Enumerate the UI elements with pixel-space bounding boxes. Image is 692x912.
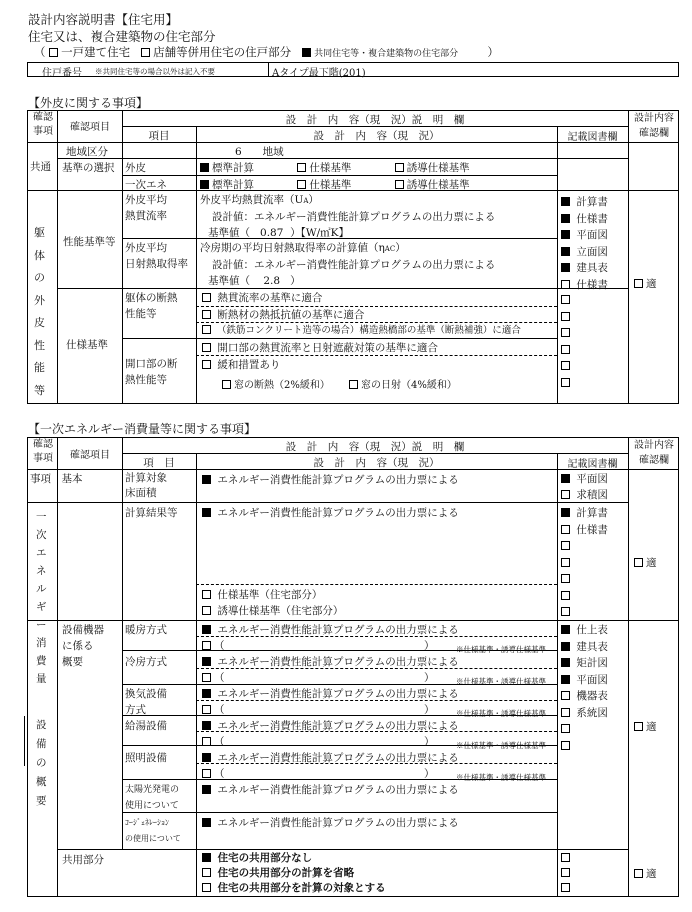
checkbox-equipment-prog[interactable] (202, 785, 211, 794)
equipment-group: 設備機器 に係る 概要 (62, 624, 104, 668)
doc-item (561, 622, 608, 639)
doc-checkbox[interactable] (561, 247, 570, 256)
checkbox-doc-empty[interactable] (561, 295, 570, 304)
doc-checkbox[interactable] (561, 490, 570, 499)
checkbox-equipment-prog[interactable] (202, 753, 211, 762)
equipment-spec-paren: （ ） (214, 672, 435, 684)
label-common: 共通 (30, 161, 51, 173)
unit-number-value: Aタイプ最下階(201) (272, 68, 366, 79)
label-envelope: 外皮 (125, 162, 146, 174)
header-docs: 記載図書欄 (567, 132, 618, 143)
checkbox-doc-empty[interactable] (561, 591, 570, 600)
checkbox-ins-1[interactable] (202, 293, 211, 302)
equipment-program-line (202, 718, 459, 733)
equipment-program-line (202, 782, 459, 797)
checkbox-equipment-spec[interactable] (202, 769, 211, 778)
equipment-spec-note: ※仕様基準・誘導仕様基準 (456, 741, 546, 750)
equipment-spec-note: ※仕様基準・誘導仕様基準 (456, 773, 546, 782)
checkbox-no-common[interactable] (202, 853, 211, 862)
common-options: 住宅の共用部分なし 住宅の共用部分の計算を省略 住宅の共用部分を計算の対象とする (202, 851, 386, 896)
equipment-program-line (202, 654, 459, 669)
doc-checkbox[interactable] (561, 508, 570, 517)
checkbox-spec-std[interactable] (202, 590, 211, 599)
checkbox-doc-empty[interactable] (561, 741, 570, 750)
common-docs (561, 851, 573, 896)
eta-value: 2.8 (263, 275, 281, 287)
opening-item: 開口部の断 熱性能等 (125, 358, 178, 386)
checkbox-equipment-prog[interactable] (202, 721, 211, 730)
checkbox-equipment-spec[interactable] (202, 641, 211, 650)
doc-item (561, 194, 608, 211)
calc-design: エネルギー消費性能計算プログラムの出力票による (202, 505, 459, 520)
checkbox-doc-empty[interactable] (561, 328, 570, 337)
checkbox-equipment-prog[interactable] (202, 818, 211, 827)
checkbox-window-solar[interactable] (349, 380, 358, 389)
doc-label: 求積図 (573, 489, 608, 501)
option-store-combined: 店舗等併用住宅の住戸部分 (153, 45, 292, 59)
doc-checkbox[interactable] (561, 263, 570, 272)
header2-confirm-item: 確認項目 (70, 450, 110, 461)
header2-design-column: 設 計 内 容（現 況）説 明 欄 (285, 441, 465, 453)
header2-item: 項 目 (143, 457, 175, 469)
header-confirm: 設計内容確認欄 (634, 113, 674, 139)
checkbox-open-2[interactable] (202, 360, 211, 369)
checkbox-store-combined[interactable] (141, 48, 150, 57)
equipment-program-text: エネルギー消費性能計算プログラムの出力票による (214, 624, 459, 636)
water-heater-item: 給湯設備 (125, 720, 167, 732)
doc-label: 計算書 (573, 196, 608, 208)
header-design-column: 設 計 内 容（現 況）説 明 欄 (285, 114, 465, 126)
checkbox-equipment-prog[interactable] (202, 657, 211, 666)
label-spec-std: 仕様基準 (66, 339, 108, 351)
heating-item: 暖房方式 (125, 624, 167, 636)
doc-label: 仕上表 (573, 624, 608, 636)
doc-checkbox[interactable] (561, 675, 570, 684)
label-region: 地域区分 (66, 146, 108, 158)
checkbox-equipment-prog[interactable] (202, 689, 211, 698)
checkbox-doc-empty[interactable] (561, 868, 570, 877)
cooling-item: 冷房方式 (125, 656, 167, 668)
label-envelope-performance: 躯体の外皮性能等 (34, 226, 45, 397)
doc-label: 計算書 (573, 507, 608, 519)
solar-item: 太陽光発電の 使用について (125, 785, 180, 811)
equipment-spec-paren: （ ） (214, 736, 435, 748)
doc-label: 仕様書 (573, 523, 608, 536)
checkbox-doc-empty[interactable] (561, 724, 570, 733)
equipment-program-text: エネルギー消費性能計算プログラムの出力票による (214, 688, 459, 700)
doc-checkbox[interactable] (561, 658, 570, 667)
doc-checkbox[interactable] (561, 474, 570, 483)
checkbox-doc-empty[interactable] (561, 607, 570, 616)
energy-std-options: 標準計算 仕様基準 誘導仕様基準 (200, 177, 470, 192)
label-perf-std: 性能基準等 (63, 236, 116, 248)
checkbox-detached[interactable] (49, 48, 58, 57)
checkbox-guide-spec-std[interactable] (202, 606, 211, 615)
checkbox-doc-empty[interactable] (561, 574, 570, 583)
header-confirm-item: 確認項目 (70, 122, 110, 133)
doc-title: 設計内容説明書【住宅用】 (28, 12, 179, 27)
header2-docs: 記載図書欄 (567, 459, 618, 470)
doc-item (561, 688, 608, 705)
option-apartment: 共同住宅等・複合建築物の住宅部分 (314, 49, 459, 59)
equipment-program-text: エネルギー消費性能計算プログラムの出力票による (214, 752, 459, 764)
checkbox-doc-empty[interactable] (561, 883, 570, 892)
equipment-spec-line (202, 734, 435, 749)
area-design: エネルギー消費性能計算プログラムの出力票による (202, 472, 459, 487)
equipment-spec-line (202, 766, 435, 781)
label-equipment-overview: 設備の概要 (36, 719, 47, 807)
checkbox-equipment-spec[interactable] (202, 737, 211, 746)
unit-number-label: 住戸番号 (42, 68, 82, 79)
checkbox-doc-empty[interactable] (561, 853, 570, 862)
equipment-spec-paren: （ ） (214, 640, 435, 652)
ventilation-item: 換気設備 方式 (125, 688, 167, 716)
doc-checkbox[interactable] (561, 691, 570, 700)
doc-label: 平面図 (573, 229, 608, 241)
equipment-program-line (202, 686, 459, 701)
envelope-confirm: 適 (634, 276, 657, 291)
common-parts-item: 共用部分 (62, 854, 104, 866)
equipment-spec-note: ※仕様基準・誘導仕様基準 (456, 677, 546, 686)
doc-label: 建具表 (573, 640, 608, 653)
equipment-spec-line (202, 670, 435, 685)
equipment-program-text: エネルギー消費性能計算プログラムの出力票による (214, 720, 459, 732)
checkbox-doc-empty[interactable] (561, 361, 570, 370)
checkbox-equipment-prog[interactable] (202, 625, 211, 634)
checkbox-open-1[interactable] (202, 343, 211, 352)
doc-label: 機器表 (573, 690, 608, 702)
lighting-item: 照明設備 (125, 752, 167, 764)
doc-label: 系統図 (573, 706, 608, 719)
doc-item (561, 639, 608, 656)
calc-docs (561, 505, 608, 621)
label-basic-items: 事項 基本 (30, 473, 83, 485)
doc-item (561, 522, 608, 539)
checkbox-equipment-ok[interactable] (634, 722, 643, 731)
unit-number-note: ※共同住宅等の場合以外は記入不要 (95, 67, 215, 76)
equipment-spec-line (202, 702, 435, 717)
doc-item (561, 705, 608, 722)
envelope-docs-empty (561, 292, 573, 391)
equipment-docs (561, 622, 608, 754)
checkbox-energy-spec[interactable] (297, 180, 306, 189)
area-item: 計算対象 床面積 (125, 472, 167, 499)
equipment-spec-line (202, 638, 435, 653)
eta-item: 外皮平均 日射熱取得率 (125, 242, 188, 270)
doc-item (561, 244, 608, 261)
equipment-program-line (202, 622, 459, 637)
equipment-program-text: エネルギー消費性能計算プログラムの出力票による (214, 784, 459, 796)
equipment-spec-paren: （ ） (214, 704, 435, 716)
envelope-std-options: 標準計算 仕様基準 誘導仕様基準 (200, 160, 470, 175)
equipment-program-line (202, 815, 459, 830)
doc-item (561, 211, 608, 228)
doc-label: 建具表 (573, 262, 608, 274)
header2-design: 設 計 内 容（現 況） (313, 457, 440, 469)
equipment-spec-note: ※仕様基準・誘導仕様基準 (456, 709, 546, 718)
header-check-item: 確認事項 (33, 112, 53, 137)
checkbox-area-prog[interactable] (202, 475, 211, 484)
checkbox-doc-empty[interactable] (561, 541, 570, 550)
common-confirm: 適 (634, 866, 657, 881)
checkbox-energy-ok[interactable] (634, 558, 643, 567)
header2-confirm: 設計内容確認欄 (634, 440, 674, 466)
doc-checkbox[interactable] (561, 625, 570, 634)
ua-item: 外皮平均 熱貫流率 (125, 194, 167, 222)
equipment-program-text: エネルギー消費性能計算プログラムの出力票による (214, 817, 459, 829)
doc-label: 矩計図 (573, 657, 608, 669)
doc-label: 仕様書 (573, 212, 608, 225)
checkbox-energy-std-calc[interactable] (200, 180, 209, 189)
doc-label: 立面図 (573, 245, 608, 258)
area-docs (561, 471, 608, 503)
doc-item (561, 655, 608, 672)
checkbox-doc-empty[interactable] (561, 558, 570, 567)
doc-checkbox[interactable] (561, 214, 570, 223)
ua-value: 0.87 (260, 227, 284, 239)
checkbox-envelope-ok[interactable] (634, 279, 643, 288)
doc-label: 平面図 (573, 673, 608, 686)
doc-checkbox[interactable] (561, 525, 570, 534)
checkbox-window-ins[interactable] (222, 380, 231, 389)
doc-label: 平面図 (573, 473, 608, 485)
section-envelope-heading: 【外皮に関する事項】 (28, 96, 149, 110)
doc-item (561, 471, 608, 487)
checkbox-energy-guide-spec[interactable] (395, 180, 404, 189)
label-primary-energy-consumption: 一次エネルギー消費量 (36, 511, 47, 685)
checkbox-env-spec[interactable] (297, 163, 306, 172)
equipment-program-line (202, 750, 459, 765)
header-design: 設 計 内 容（現 況） (313, 130, 440, 142)
doc-item (561, 260, 608, 277)
checkbox-ins-2[interactable] (202, 310, 211, 319)
doc-checkbox[interactable] (561, 197, 570, 206)
doc-item (561, 227, 608, 244)
header-item: 項目 (148, 130, 170, 142)
checkbox-equipment-spec[interactable] (202, 705, 211, 714)
calc-item: 計算結果等 (125, 507, 178, 519)
doc-checkbox[interactable] (561, 708, 570, 717)
energy-confirm: 適 (634, 555, 657, 570)
spec-options: 仕様基準（住宅部分） 誘導仕様基準（住宅部分） (202, 587, 343, 619)
checkbox-doc-empty[interactable] (561, 312, 570, 321)
doc-subtitle: 住宅又は、複合建築物の住宅部分 (28, 29, 216, 44)
doc-checkbox[interactable] (561, 280, 570, 289)
checkbox-omit-common[interactable] (202, 868, 211, 877)
insulation-item: 躯体の断熱 性能等 (125, 292, 178, 320)
checkbox-env-guide-spec[interactable] (395, 163, 404, 172)
equipment-confirm: 適 (634, 719, 657, 734)
checkbox-env-std-calc[interactable] (200, 163, 209, 172)
checkbox-doc-empty[interactable] (561, 378, 570, 387)
checkbox-ins-3[interactable] (202, 325, 211, 334)
doc-label: 仕様書 (573, 278, 608, 291)
checkbox-common-ok[interactable] (634, 869, 643, 878)
checkbox-equipment-spec[interactable] (202, 673, 211, 682)
label-std-select: 基準の選択 (62, 162, 115, 174)
eta-design: 冷房期の平均日射熱取得率の計算値（ηAC） 設計値：エネルギー消費性能計算プログラムの出力票による 基準値（ 2.8 ） (200, 242, 496, 287)
equipment-program-text: エネルギー消費性能計算プログラムの出力票による (214, 656, 459, 668)
envelope-docs-list (561, 194, 608, 293)
checkbox-doc-empty[interactable] (561, 345, 570, 354)
label-primary-energy: 一次エネ (125, 179, 167, 191)
checkbox-calc-prog[interactable] (202, 508, 211, 517)
opening-options: 開口部の熱貫流率と日射遮蔽対策の基準に適合 緩和措置あり 窓の断熱（2%緩和） 窓の日射（4%緩和） (202, 340, 457, 395)
insulation-options: 熱貫流率の基準に適合 断熱材の熱抵抗値の基準に適合 （鉄筋コンクリート造等の場合）構造熱橋部の基準（断熱補強）に適合 (202, 290, 521, 340)
doc-checkbox[interactable] (561, 230, 570, 239)
header2-check-item: 確認事項 (33, 439, 53, 464)
doc-item (561, 672, 608, 689)
building-type-options: （ 一戸建て住宅 店舗等併用住宅の住戸部分 共同住宅等・複合建築物の住宅部分 ） (34, 45, 499, 59)
checkbox-calc-common[interactable] (202, 883, 211, 892)
cogen-item: ｺｰｼﾞｪﾈﾚｰｼｮﾝ の使用について (125, 818, 181, 843)
checkbox-apartment[interactable] (302, 48, 311, 57)
section-energy-heading: 【一次エネルギー消費量等に関する事項】 (28, 422, 257, 436)
doc-item (561, 487, 608, 503)
equipment-spec-paren: （ ） (214, 768, 435, 780)
region-value: 6 地域 (235, 146, 284, 158)
doc-item (561, 505, 608, 522)
doc-item (561, 277, 608, 294)
ua-design: 外皮平均熱貫流率（UA） 設計値：エネルギー消費性能計算プログラムの出力票による 基準値（ 0.87 ）【W/㎡K】 (200, 194, 496, 239)
option-detached: 一戸建て住宅 (61, 45, 131, 59)
doc-checkbox[interactable] (561, 642, 570, 651)
equipment-spec-note: ※仕様基準・誘導仕様基準 (456, 645, 546, 654)
